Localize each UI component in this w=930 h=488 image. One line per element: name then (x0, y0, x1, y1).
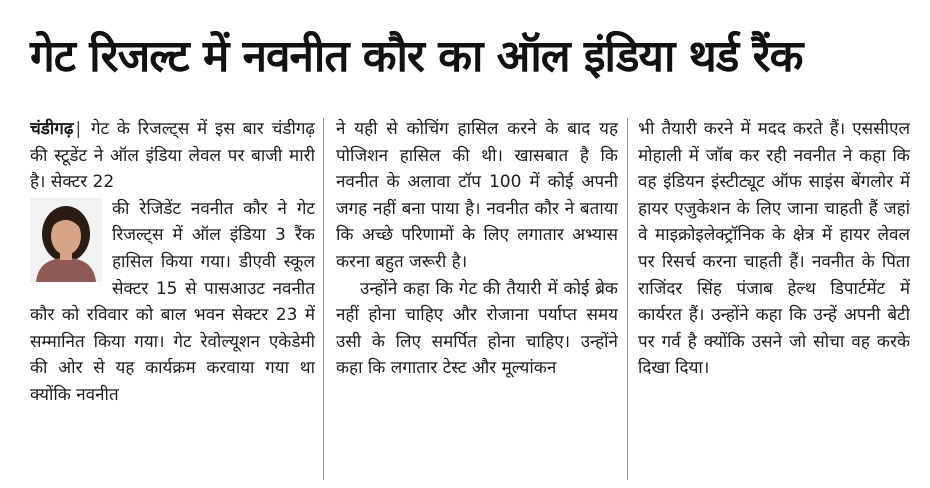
article-paragraph: ने यही से कोचिंग हासिल करने के बाद यह पोजिशन हासिल की थी। खासबात है कि नवनीत के अलावा टॉप 100 में कोई अपनी जगह नहीं बना पाया है। नवनीत कौर ने बताया कि अच्छे परिणामों के लिए लगातार अभ्यास करना बहुत जरूरी है। (336, 119, 618, 272)
article-paragraph: भी तैयारी करने में मदद करते हैं। एससीएल मोहाली में जॉब कर रही नवनीत ने कहा कि वह इंडियन इंस्टीट्यूट ऑफ साइंस बेंगलोर में हायर एजुकेशन के लिए जाना चाहती हैं जहां वे माइक्रोइलेक्ट्रॉनिक के क्षेत्र में हायर लेवल पर रिसर्च करना चाहती हैं। नवनीत के पिता राजिंदर सिंह पंजाब हेल्थ डिपार्टमेंट में कार्यरत हैं। उन्होंने कहा कि उन्हें अपनी बेटी पर गर्व है क्योंकि उसने जो सोचा वह करके दिखा दिया। (638, 119, 910, 379)
dateline: चंडीगढ़ (30, 119, 74, 139)
headline: गेट रिजल्ट में नवनीत कौर का ऑल इंडिया थर्ड रैंक (30, 31, 803, 82)
article-paragraph: की रेजिडेंट नवनीत कौर ने गेट रिजल्ट्स में ऑल इंडिया 3 रैंक हासिल किया गया। डीएवी स्कूल सेक्टर 15 से पासआउट नवनीत कौर को रविवार को बाल भवन सेक्टर 23 में सम्मानित किया गया। गेट रेवोल्यूशन एकेडेमी की ओर से यह कार्यक्रम करवाया गया था क्योंकि नवनीत (30, 198, 315, 405)
dateline-separator: | (75, 119, 82, 139)
article-column-3 (638, 116, 910, 481)
article-lead-text: गेट के रिजल्ट्स में इस बार चंडीगढ़ की स्टूडेंट ने ऑल इंडिया लेवल पर बाजी मारी है। सेक्टर 22 (30, 119, 315, 193)
column-divider (627, 118, 628, 480)
article-column-1 (30, 116, 315, 481)
column-divider (323, 118, 324, 480)
article-column-2 (336, 116, 618, 481)
portrait-photo (30, 198, 102, 282)
article-paragraph: उन्होंने कहा कि गेट की तैयारी में कोई ब्रेक नहीं होना चाहिए और रोजाना पर्याप्त समय उसी के लिए समर्पित होना चाहिए। उन्होंने कहा कि लगातार टेस्ट और मूल्यांकन (336, 278, 618, 379)
woman-portrait-icon (30, 198, 102, 282)
